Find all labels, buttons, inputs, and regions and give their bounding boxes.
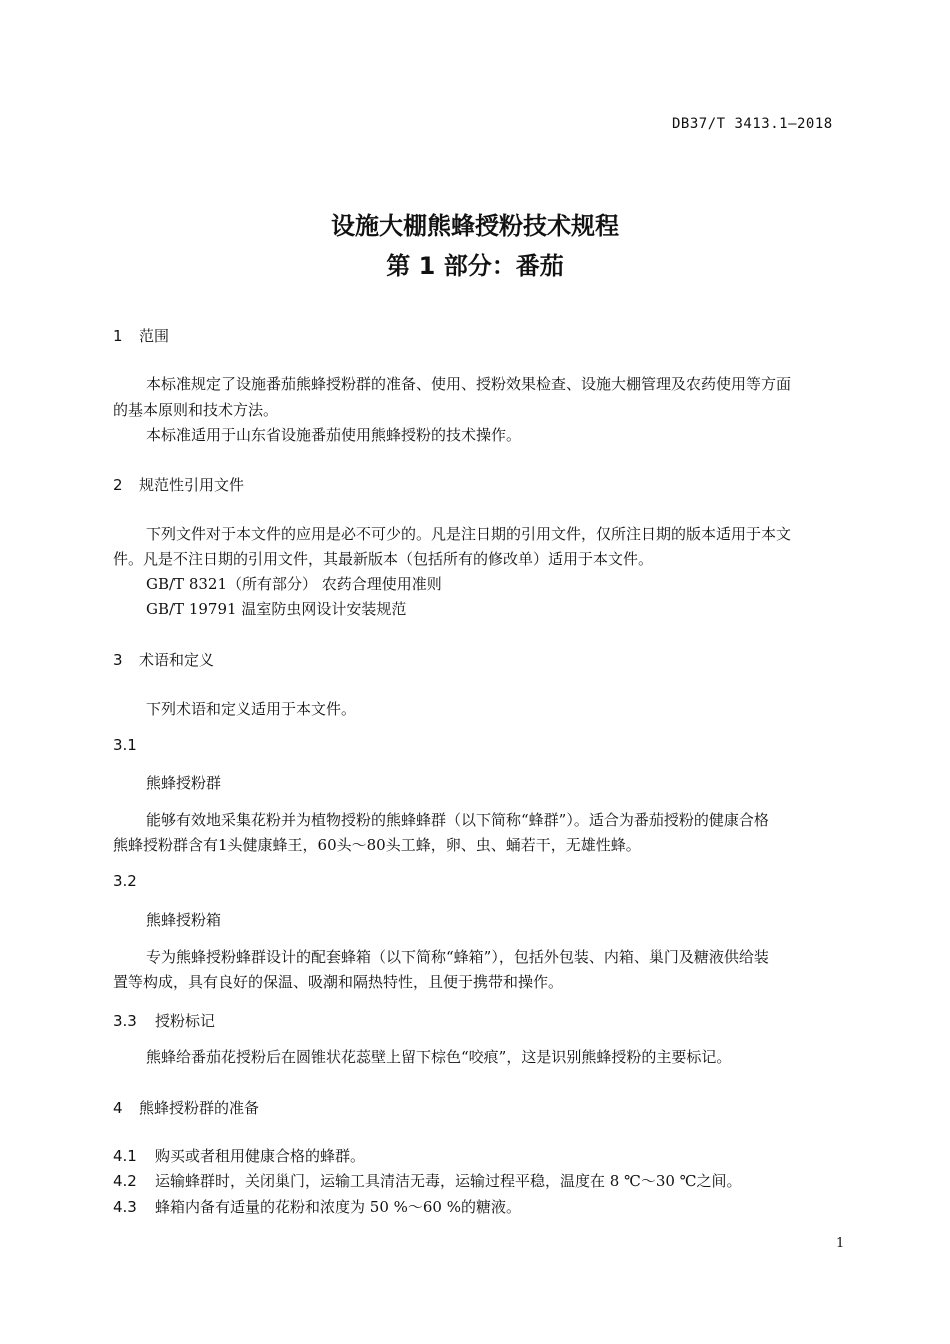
standard-code: DB37/T 3413.1—2018 — [672, 116, 833, 132]
term-3-3 — [113, 1010, 215, 1031]
paragraph: 下列文件对于本文件的应用是必不可少的。凡是注日期的引用文件，仅所注日期的版本适用于本文 — [146, 525, 792, 543]
item-text: 运输蜂群时，关闭巢门，运输工具清洁无毒，运输过程平稳，温度在 8 ℃～30 ℃之间。 — [155, 1172, 742, 1190]
list-item — [113, 1145, 365, 1166]
section-number: 2 — [113, 476, 123, 494]
term-definition: 专为熊蜂授粉蜂群设计的配套蜂箱（以下简称“蜂箱”），包括外包装、内箱、巢门及糖液供给装 — [146, 948, 769, 966]
term-definition: 能够有效地采集花粉并为植物授粉的熊蜂蜂群（以下简称“蜂群”）。适合为番茄授粉的健康合格 — [146, 811, 769, 829]
section-number: 3 — [113, 651, 123, 669]
term-number: 3.1 — [113, 736, 137, 754]
section-title: 规范性引用文件 — [139, 476, 245, 494]
term-definition: 熊蜂授粉群含有1头健康蜂王，60头～80头工蜂，卵、虫、蛹若干，无雄性蜂。 — [113, 836, 641, 854]
item-number: 4.1 — [113, 1147, 137, 1165]
term-name: 授粉标记 — [155, 1012, 216, 1030]
paragraph: 的基本原则和技术方法。 — [113, 401, 279, 419]
term-number: 3.2 — [113, 872, 137, 890]
paragraph: 件。凡是不注日期的引用文件，其最新版本（包括所有的修改单）适用于本文件。 — [113, 550, 654, 568]
item-text: 蜂箱内备有适量的花粉和浓度为 50 %～60 %的糖液。 — [155, 1198, 521, 1216]
term-number: 3.3 — [113, 1012, 137, 1030]
section-number: 4 — [113, 1099, 123, 1117]
paragraph: 本标准适用于山东省设施番茄使用熊蜂授粉的技术操作。 — [146, 426, 522, 444]
document-title: 设施大棚熊蜂授粉技术规程 — [331, 212, 619, 240]
section-3-heading — [113, 649, 214, 670]
section-4-heading — [113, 1097, 259, 1118]
term-name: 熊蜂授粉箱 — [146, 911, 222, 929]
paragraph: 下列术语和定义适用于本文件。 — [146, 700, 357, 718]
section-title: 术语和定义 — [139, 651, 215, 669]
section-number: 1 — [113, 327, 123, 345]
term-definition: 置等构成，具有良好的保温、吸潮和隔热特性，且便于携带和操作。 — [113, 973, 564, 991]
reference-item: GB/T 19791 温室防虫网设计安装规范 — [146, 600, 407, 618]
list-item — [113, 1196, 521, 1217]
section-title: 范围 — [139, 327, 170, 345]
document-subtitle: 第 1 部分：番茄 — [386, 252, 564, 280]
item-text: 购买或者租用健康合格的蜂群。 — [155, 1147, 366, 1165]
term-definition: 熊蜂给番茄花授粉后在圆锥状花蕊壁上留下棕色“咬痕”，这是识别熊蜂授粉的主要标记。 — [146, 1048, 732, 1066]
section-title: 熊蜂授粉群的准备 — [139, 1099, 260, 1117]
page-number: 1 — [836, 1236, 845, 1251]
section-2-heading — [113, 474, 244, 495]
paragraph: 本标准规定了设施番茄熊蜂授粉群的准备、使用、授粉效果检查、设施大棚管理及农药使用等方面 — [146, 375, 792, 393]
item-number: 4.2 — [113, 1172, 137, 1190]
item-number: 4.3 — [113, 1198, 137, 1216]
term-name: 熊蜂授粉群 — [146, 774, 222, 792]
reference-item: GB/T 8321（所有部分） 农药合理使用准则 — [146, 575, 442, 593]
list-item — [113, 1170, 742, 1191]
section-1-heading — [113, 325, 169, 346]
